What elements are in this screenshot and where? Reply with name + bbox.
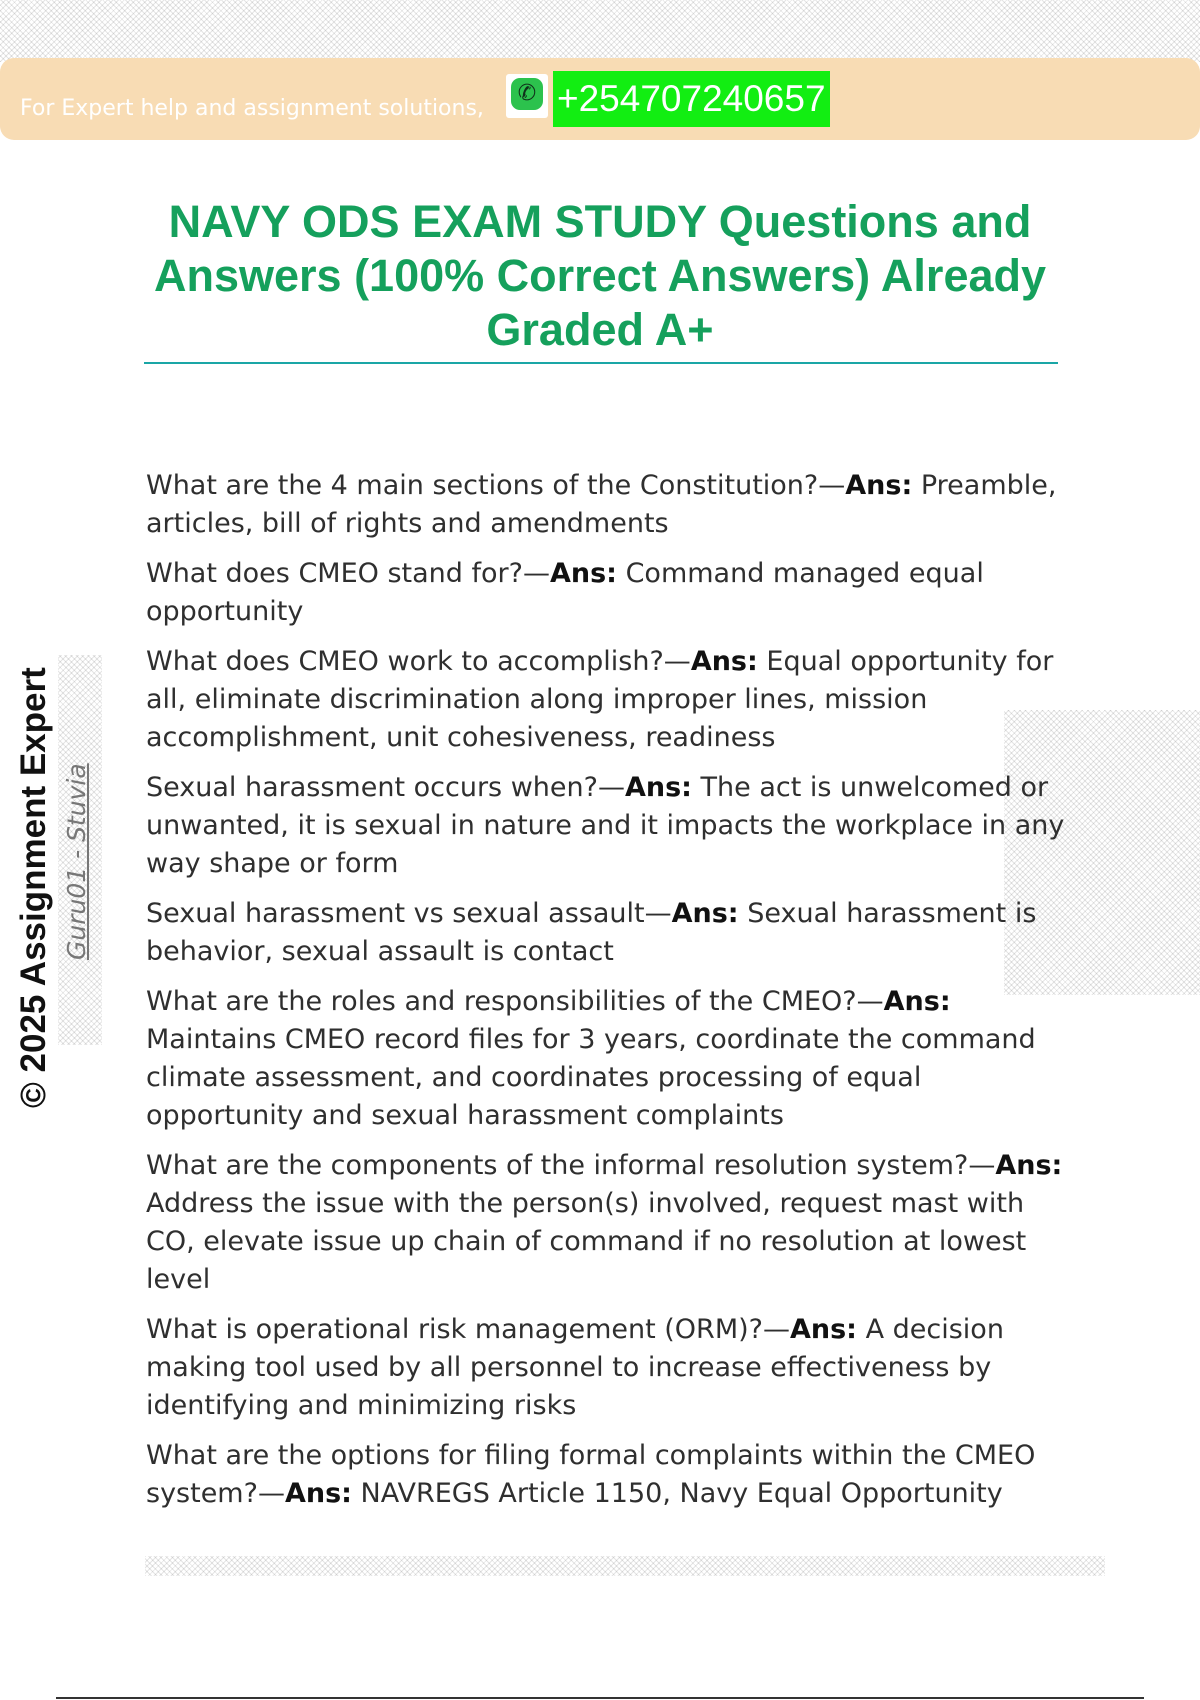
answer-text: Command managed equal opportunity [146, 558, 984, 627]
answer-marker: Ans: [549, 558, 617, 589]
question-text: What are the roles and responsibilities of the CMEO?— [146, 986, 884, 1017]
answer-text: Address the issue with the person(s) involved, request mast with CO, elevate issue up chain of command if no resolution at lowest level [146, 1188, 1027, 1295]
question-text: What are the components of the informal resolution system?— [146, 1150, 996, 1181]
question-text: What are the options for filing formal complaints within the CMEO system?— [146, 1440, 1036, 1509]
answer-text: Sexual harassment is behavior, sexual assault is contact [146, 898, 1037, 967]
author-watermark: Guru01 - Stuvia [62, 763, 91, 960]
top-hatch-pattern [0, 0, 1200, 62]
answer-marker: Ans: [284, 1478, 352, 1509]
qa-item [146, 1311, 1066, 1425]
answer-text: The act is unwelcomed or unwanted, it is sexual in nature and it impacts the workplace in any way shape or form [146, 772, 1065, 879]
question-text: What does CMEO stand for?— [146, 558, 550, 589]
question-text: What are the 4 main sections of the Constitution?— [146, 470, 846, 501]
phone-number[interactable]: +254707240657 [553, 71, 830, 127]
title-underline [144, 362, 1058, 364]
question-text: What does CMEO work to accomplish?— [146, 646, 691, 677]
answer-text: Equal opportunity for all, eliminate discrimination along improper lines, mission accomplishment, unit cohesiveness, readiness [146, 646, 1054, 753]
qa-item [146, 769, 1066, 883]
whatsapp-icon[interactable]: ✆ [506, 74, 548, 118]
question-text: What is operational risk management (ORM)?— [146, 1314, 790, 1345]
qa-item [146, 895, 1066, 971]
qa-item [146, 983, 1066, 1135]
qa-item [146, 643, 1066, 757]
answer-marker: Ans: [995, 1150, 1063, 1181]
page-title: NAVY ODS EXAM STUDY Questions and Answers (100% Correct Answers) Already Graded A+ [153, 196, 1047, 355]
banner-text: For Expert help and assignment solutions, [20, 96, 484, 121]
answer-marker: Ans: [671, 898, 739, 929]
bottom-hatch-divider [145, 1556, 1105, 1576]
question-text: Sexual harassment vs sexual assault— [146, 898, 672, 929]
question-text: Sexual harassment occurs when?— [146, 772, 625, 803]
answer-text: NAVREGS Article 1150, Navy Equal Opportunity [360, 1478, 1003, 1509]
qa-list [146, 467, 1066, 1525]
answer-marker: Ans: [690, 646, 758, 677]
qa-item [146, 1147, 1066, 1299]
answer-text: Maintains CMEO record files for 3 years, coordinate the command climate assessment, and coordinates processing of equal opportunity and sexual harassment complaints [146, 1024, 1036, 1131]
answer-text: Preamble, articles, bill of rights and amendments [146, 470, 1057, 539]
answer-text: A decision making tool used by all personnel to increase effectiveness by identifying and minimizing risks [146, 1314, 1004, 1421]
qa-item [146, 1437, 1066, 1513]
footer-rule [56, 1697, 1144, 1699]
qa-item [146, 467, 1066, 543]
answer-marker: Ans: [883, 986, 951, 1017]
answer-marker: Ans: [789, 1314, 857, 1345]
qa-item [146, 555, 1066, 631]
copyright-watermark: © 2025 Assignment Expert [14, 667, 53, 1108]
answer-marker: Ans: [624, 772, 692, 803]
answer-marker: Ans: [845, 470, 913, 501]
